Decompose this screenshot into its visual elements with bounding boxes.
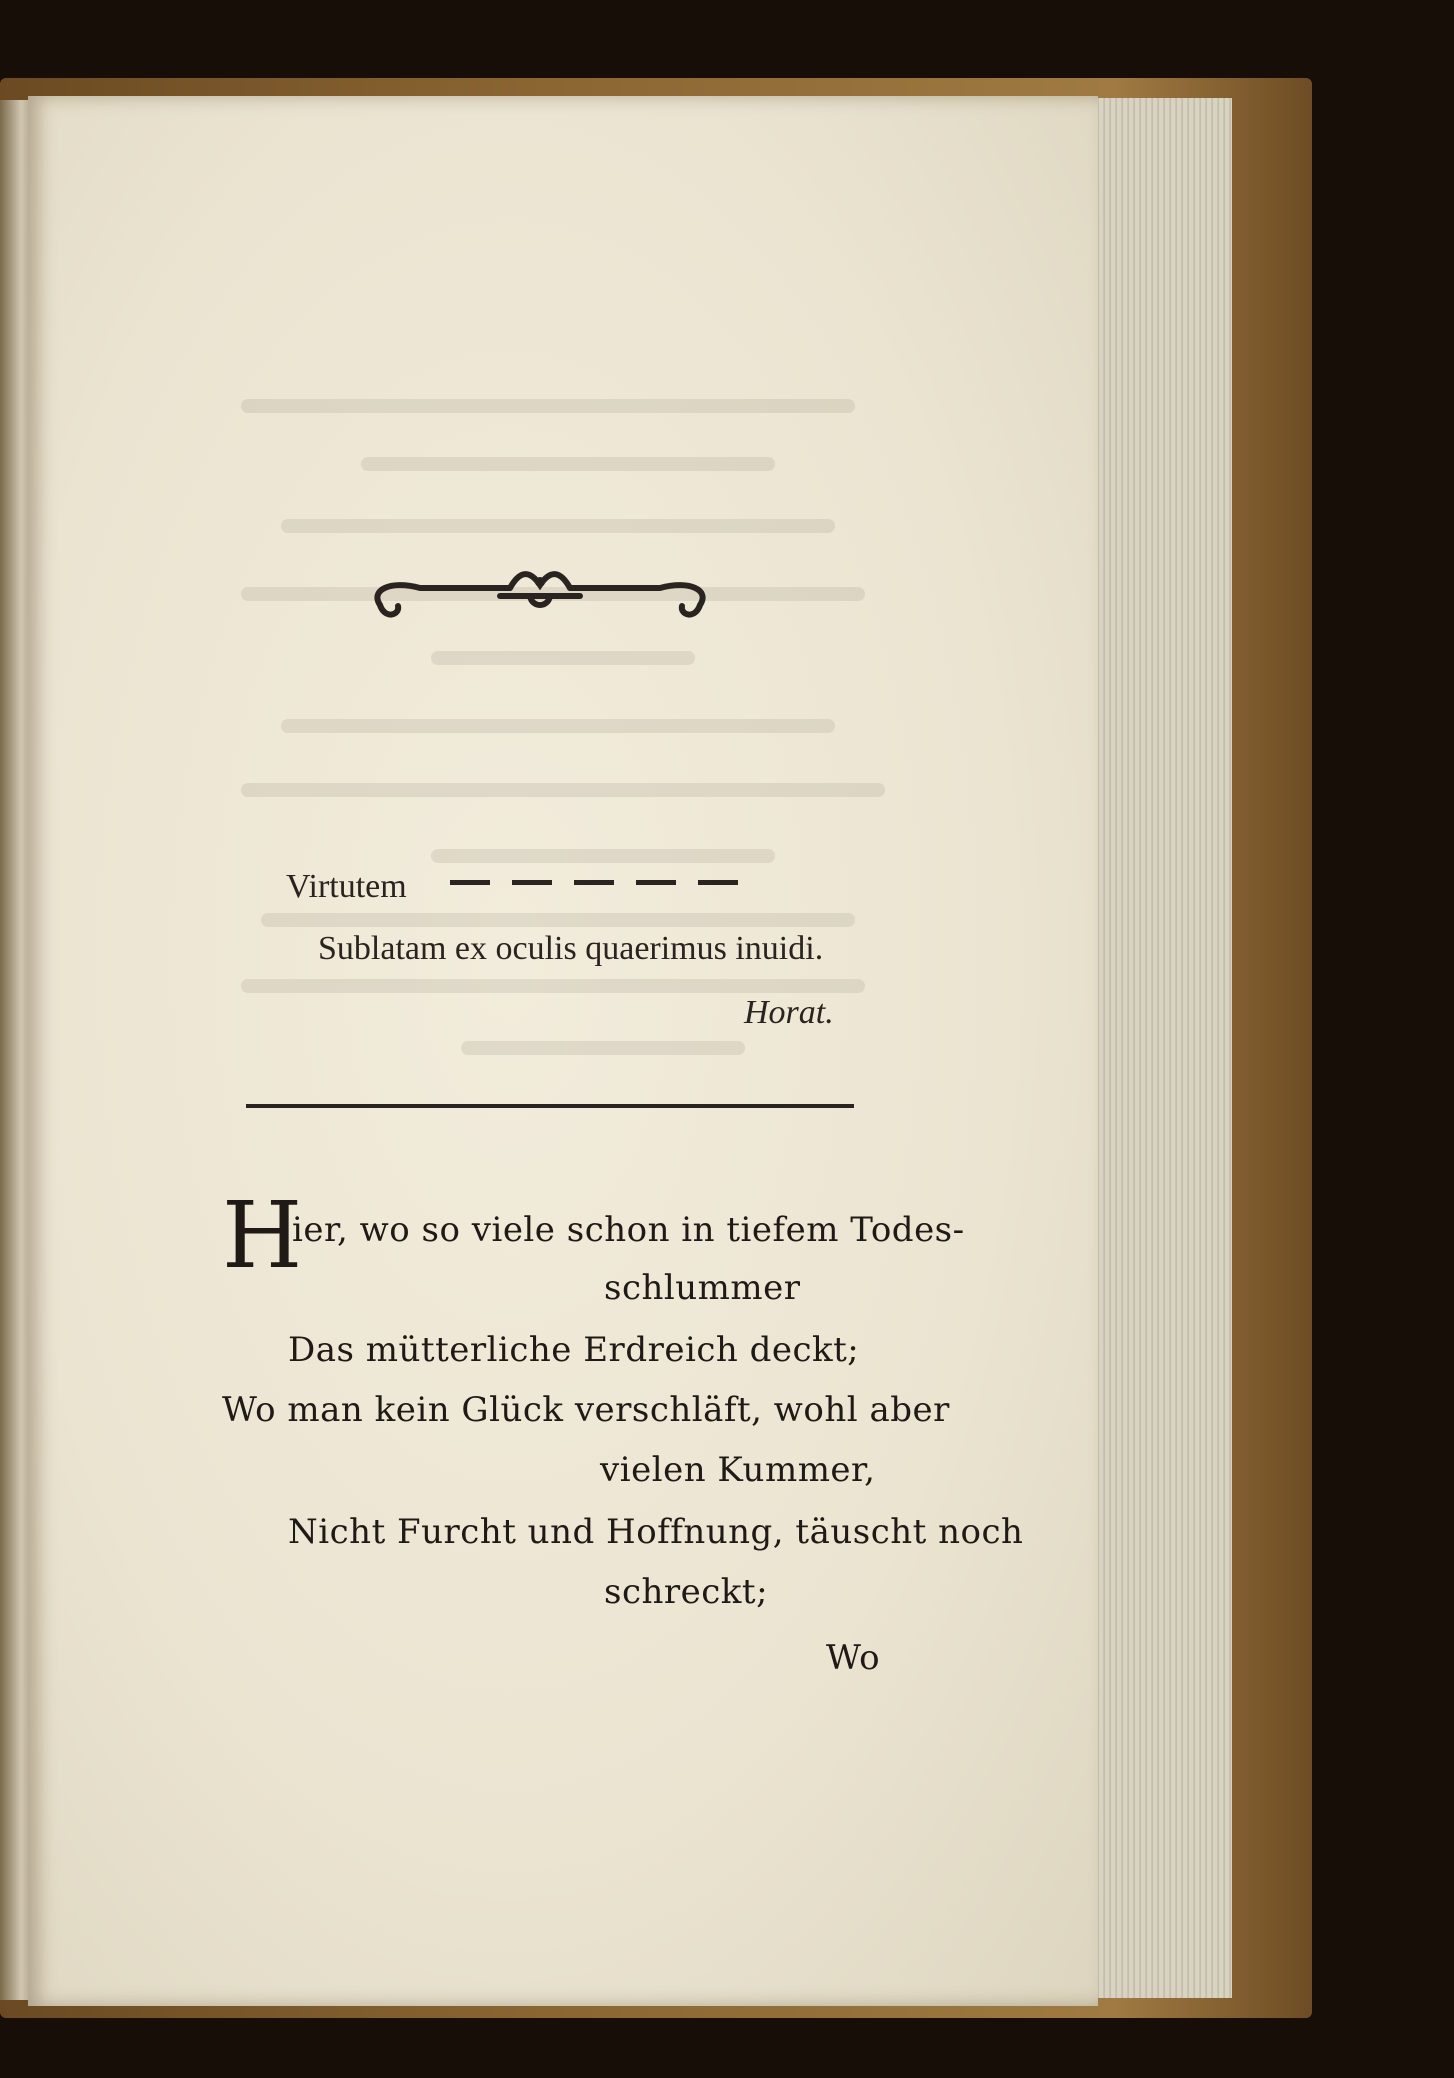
motto-dashes: [450, 872, 760, 891]
dash: [512, 880, 552, 885]
poem-line-4: Nicht Furcht und Hoffnung, täuscht noch: [288, 1512, 1024, 1552]
dash: [698, 880, 738, 885]
poem-line-4-continued: schreckt;: [604, 1572, 769, 1612]
book-page: [28, 96, 1098, 2006]
poem-line-2: Das mütterliche Erdreich deckt;: [288, 1330, 860, 1370]
ornament-headpiece-icon: [360, 560, 720, 650]
poem-line-3: Wo man kein Glück verschläft, wohl aber: [222, 1390, 950, 1430]
catchword: Wo: [826, 1638, 881, 1678]
motto-line-1: Virtutem: [286, 868, 407, 905]
dash: [574, 880, 614, 885]
poem-line-1-continued: schlummer: [604, 1268, 801, 1308]
poem-line-3-continued: vielen Kummer,: [600, 1450, 876, 1490]
drop-cap-initial: H: [222, 1182, 303, 1289]
dash: [450, 880, 490, 885]
page-block-edge: [1082, 98, 1232, 1998]
dash: [636, 880, 676, 885]
horizontal-rule: [246, 1104, 854, 1108]
motto-attribution: Horat.: [744, 994, 834, 1031]
facing-page-edge: [0, 100, 30, 2000]
motto-line-2: Sublatam ex oculis quaerimus inuidi.: [318, 930, 824, 967]
poem-line-1: ier, wo so viele schon in tiefem Todes-: [292, 1210, 965, 1250]
